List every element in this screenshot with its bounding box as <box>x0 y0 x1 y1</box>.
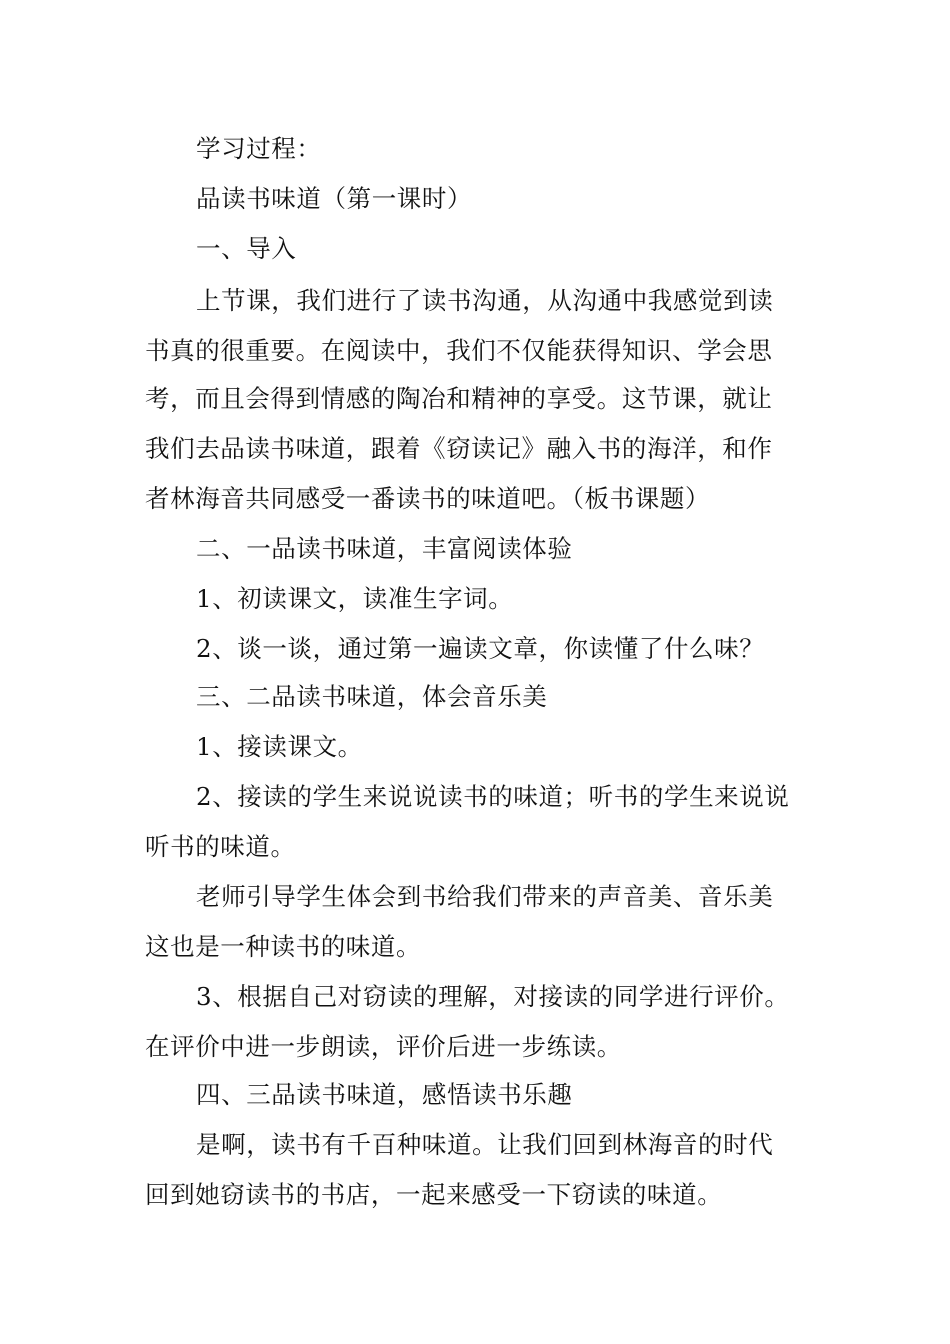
section-heading-part-two: 二、一品读书味道，丰富阅读体验 <box>196 534 573 563</box>
paragraph-line: 书真的很重要。在阅读中，我们不仅能获得知识、学会思 <box>145 336 773 365</box>
list-item: 2、接读的学生来说说读书的味道；听书的学生来说说 <box>196 782 790 811</box>
list-item: 1、初读课文，读准生字词。 <box>196 584 514 613</box>
paragraph-line: 者林海音共同感受一番读书的味道吧。（板书课题） <box>145 484 711 513</box>
section-heading-intro: 一、导入 <box>196 234 297 263</box>
paragraph-line: 考，而且会得到情感的陶冶和精神的享受。这节课，就让 <box>145 384 773 413</box>
list-item: 1、接读课文。 <box>196 732 363 761</box>
heading-learning-process: 学习过程： <box>196 134 322 163</box>
section-heading-part-four: 四、三品读书味道，感悟读书乐趣 <box>196 1080 573 1109</box>
paragraph-line: 在评价中进一步朗读，评价后进一步练读。 <box>145 1032 622 1061</box>
paragraph-line: 我们去品读书味道，跟着《窃读记》融入书的海洋，和作 <box>145 434 773 463</box>
paragraph-line: 这也是一种读书的味道。 <box>145 932 422 961</box>
lesson-title: 品读书味道（第一课时） <box>196 184 473 213</box>
paragraph-line: 听书的味道。 <box>145 832 296 861</box>
section-heading-part-three: 三、二品读书味道，体会音乐美 <box>196 682 548 711</box>
paragraph-line: 是啊，读书有千百种味道。让我们回到林海音的时代 <box>196 1130 774 1159</box>
list-item: 3、根据自己对窃读的理解，对接读的同学进行评价。 <box>196 982 790 1011</box>
paragraph-line: 回到她窃读书的书店，一起来感受一下窃读的味道。 <box>145 1180 723 1209</box>
paragraph-line: 上节课，我们进行了读书沟通，从沟通中我感觉到读 <box>196 286 774 315</box>
paragraph-line: 老师引导学生体会到书给我们带来的声音美、音乐美 <box>196 882 774 911</box>
list-item: 2、谈一谈，通过第一遍读文章，你读懂了什么味？ <box>196 634 765 663</box>
